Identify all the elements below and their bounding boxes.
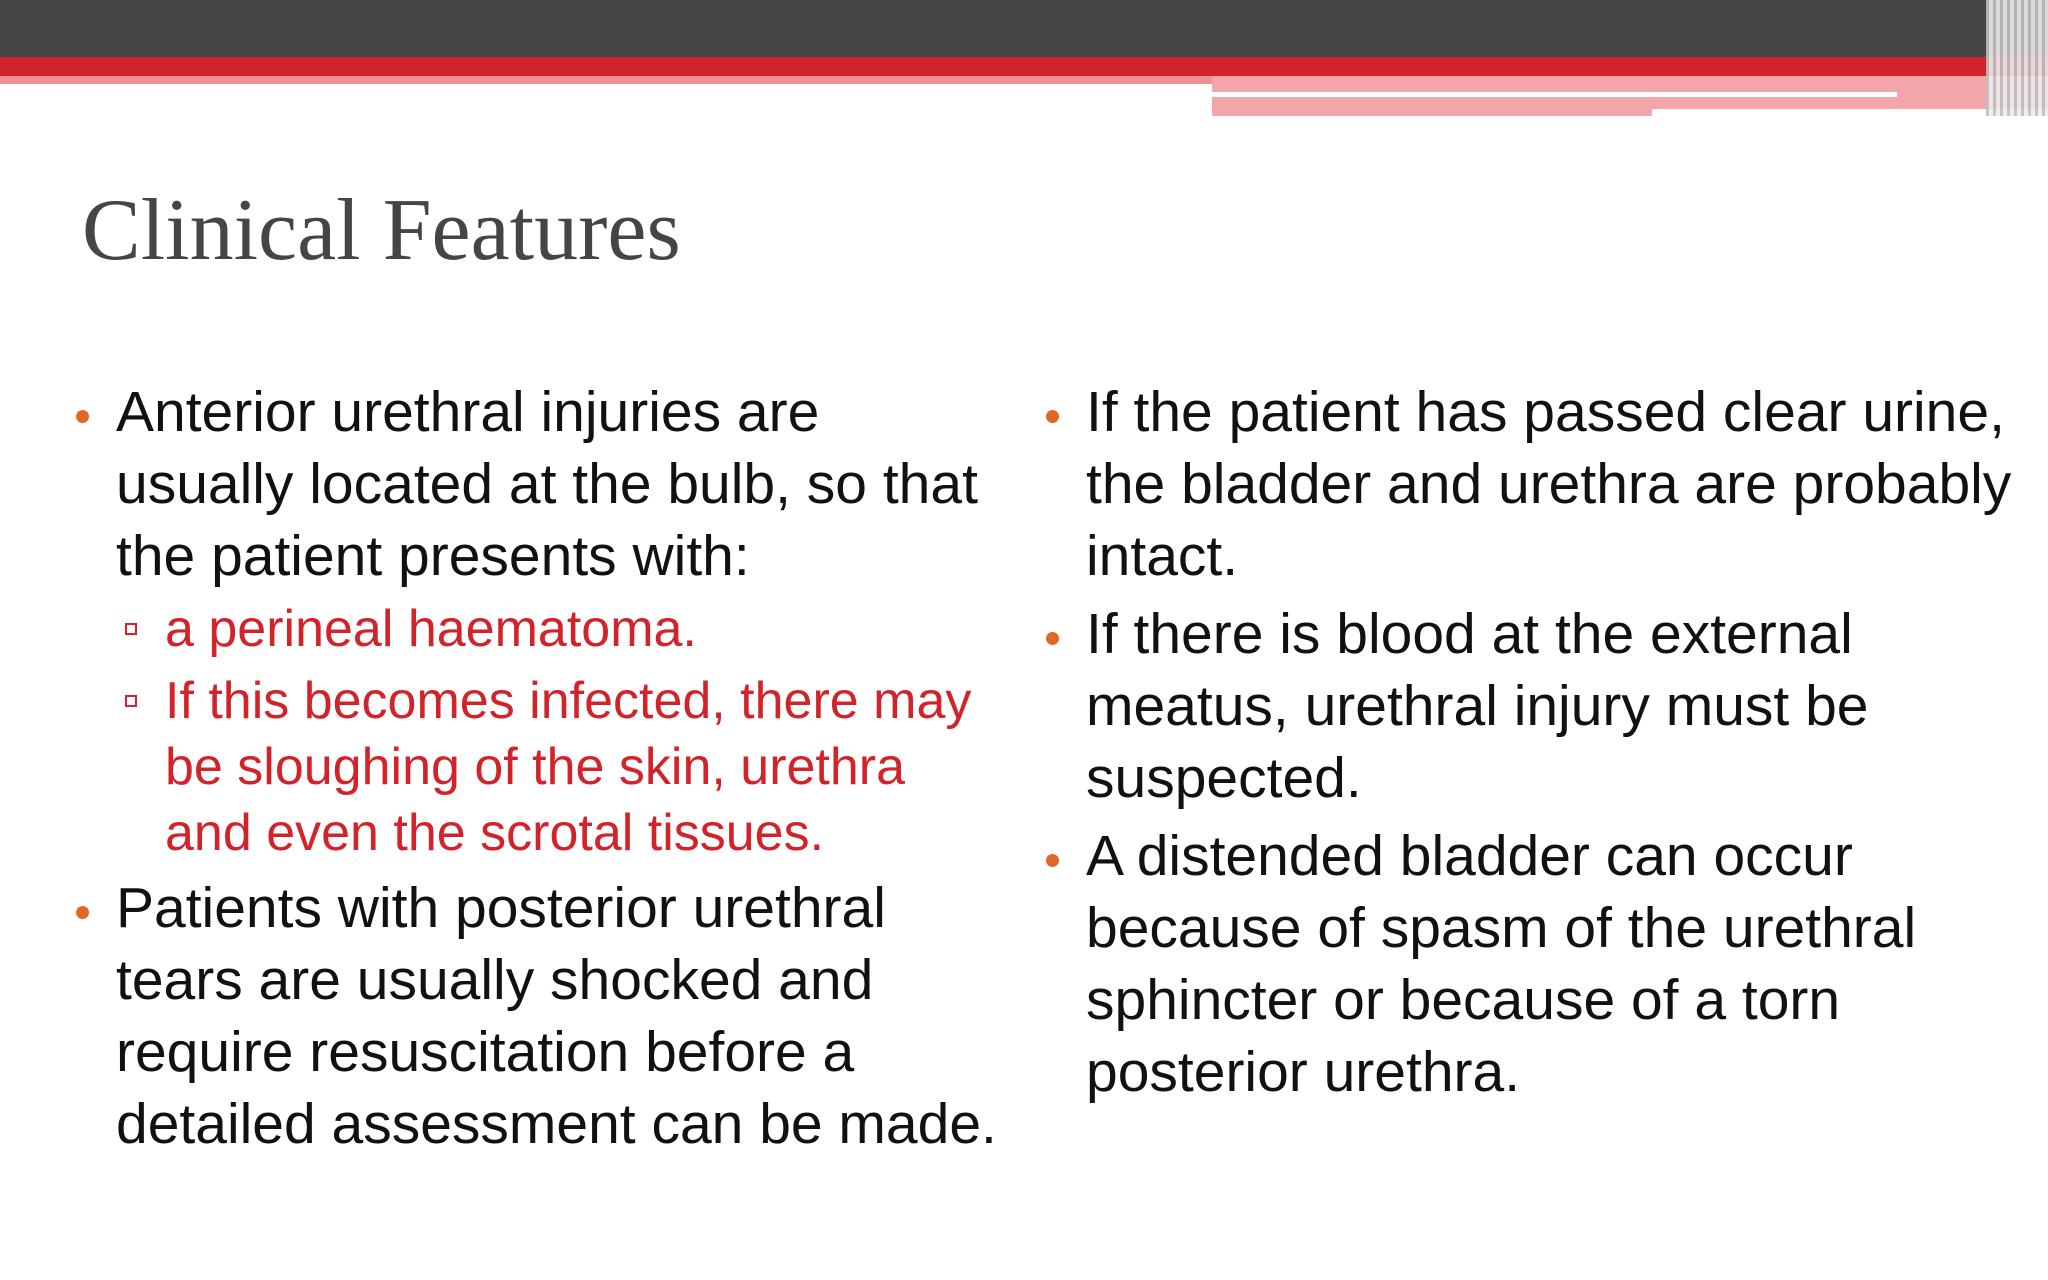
list-item (1040, 598, 2040, 814)
list-item (0, 872, 1000, 1160)
sub-bullet-list (116, 596, 1000, 866)
sub-bullet-text: a perineal haematoma. (165, 600, 697, 658)
left-bullet-list (0, 376, 1000, 1160)
bullet-text: A distended bladder can occur because of spasm of the urethral sphincter or because of a torn posterior urethra. (1086, 824, 1917, 1104)
bullet-dot-icon (1046, 632, 1059, 645)
bullet-dot-icon (1046, 410, 1059, 423)
bullet-dot-icon (76, 906, 89, 919)
square-bullet-icon (125, 623, 137, 635)
slide-title: Clinical Features (82, 182, 681, 279)
sub-bullet-text: If this becomes infected, there may be sloughing of the skin, urethra and even the scrotal tissues. (165, 672, 972, 862)
bullet-text: Patients with posterior urethral tears are usually shocked and require resuscitation before a detailed assessment can be made. (116, 876, 997, 1156)
bullet-text: If the patient has passed clear urine, the bladder and urethra are probably intact. (1086, 380, 2012, 588)
sub-list-item (116, 668, 1000, 866)
header-banner-line (1212, 92, 1897, 97)
bullet-dot-icon (1046, 854, 1059, 867)
right-bullet-list (1040, 376, 2040, 1108)
header-banner-dark (0, 0, 2048, 57)
header-banner-stripes (1986, 0, 2048, 116)
sub-list-item (116, 596, 1000, 662)
header-banner-pink (0, 76, 1212, 84)
bullet-text: Anterior urethral injuries are usually located at the bulb, so that the patient presents with: (116, 380, 978, 588)
right-column (1040, 376, 2040, 1114)
header-banner-red (0, 57, 2048, 76)
square-bullet-icon (125, 695, 137, 707)
bullet-dot-icon (76, 410, 89, 423)
list-item (1040, 820, 2040, 1108)
list-item (0, 376, 1000, 866)
left-column (0, 376, 1000, 1166)
list-item (1040, 376, 2040, 592)
bullet-text: If there is blood at the external meatus, urethral injury must be suspected. (1086, 602, 1869, 810)
